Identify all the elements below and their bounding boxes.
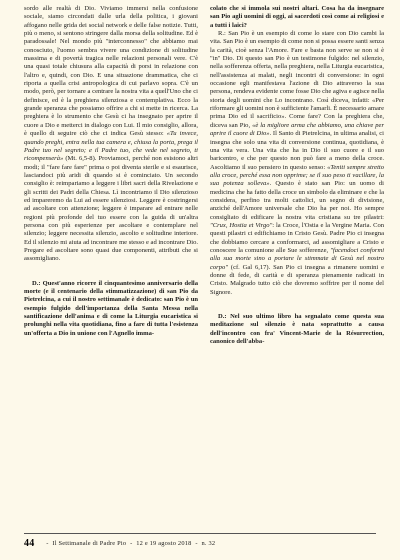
issue-date: 12 e 19 agosto 2018: [136, 540, 192, 547]
quote: «Teniti sempre stretto alla croce, perché essa non opprime; se il suo peso ti vacillare, la sua potenza solleva»: [210, 163, 384, 188]
interview-question: D.: Quest'anno ricorre il cinquantesimo anniversario della morte (e il centenario della stimmatizzazione) di san Pio da Pietrelcina, a cui il nostro settimanale è dedicato: san Pio è un esempio fulgido dell'importanza della Santa Messa nella santificazione dell'anima e di come la Liturgia eucaristica si prolunghi nella vita quotidiana, fino a fare di tutta l'esistenza un'offerta a Dio in unione con l'Agnello imma-: [24, 279, 198, 337]
paragraph: [24, 5, 198, 264]
right-column: [210, 5, 384, 346]
interview-question: D.: Nel suo ultimo libro ha segnalato come questa sua meditazione sul silenzio è nata soprattutto a causa dell'incontro con fra' Vincent-Marie de la Résurrection, canonico dell'abba-: [210, 313, 384, 346]
scripture-quote: «Tu invece, quando preghi, entra nella tua camera e, chiusa la porta, prega il Padre tuo nel segreto; e il Padre tuo, che vede nel segreto, ti ricompenserà»: [24, 130, 198, 163]
interview-question: colato che si immola sui nostri altari. Cosa ha da insegnare san Pio agli uomini di oggi, ai sacerdoti così come ai religiosi e a tutti i laici?: [210, 5, 384, 29]
quote: "facendoci conformi alla sua morte sino a portare le stimmate di Gesù nel nostro corpo": [210, 246, 385, 271]
quote: «è la migliore arma che abbiamo, una chiave per aprire il cuore di Dio»: [210, 121, 384, 138]
article-page: [24, 5, 384, 529]
quote: "Crux, Hostia et Virgo": [210, 221, 273, 229]
left-column: [24, 5, 198, 338]
body-text: (Mt. 6,5-8). Proviamoci, perché non esistono altri modi; il "fare fare fare" prima o poi diventa sterile e si esaurisce, lasciandoci più aridi di quando si è cominciato. Un secondo consiglio è: reimpariamo a leggere i libri sacri della Rivelazione e gli scritti dei Padri della Chiesa. Lì incontriamo il Dio silenzioso ed impareremo da Lui ad essere silenziosi. Leggere è costringersi ad ascoltare con attenzione; leggere è imparare ad entrare nelle regioni più profonde del tuo essere con la guida di un'altra persona con più esperienze per ascoltare e contemplare nel silenzio; leggere necessita silenzio, ascolto e solitudine interiore. Ed il silenzio mi aiuta ad incontrare me stesso e ad incontrare Dio. Pregare ed ascoltare sono quasi due componenti, attributi che si assomigliano.: [24, 155, 198, 263]
page-number: 44: [24, 538, 35, 549]
page-footer: 44 - Il Settimanale di Padre Pio - 12 e 19 agosto 2018 - n. 32: [24, 533, 376, 549]
issue-number: n. 32: [201, 540, 216, 547]
interview-answer: R.: San Pio è un esempio di come lo stare con Dio cambi la vita. San Pio è un esempio di come non si possa essere santi senza la carità, cioè senza l'Amore. Fare e basta non serve se non si è "in" Dio. Di questo san Pio è un testimone fulgido: nel silenzio, nella sofferenza offerta, nella preghiera, nella Liturgia eucaristica, nell'assistenza ai malati, negli incontri di conversione: in ogni occasione egli manifestava l'azione di Dio attraverso la sua persona, rendeva evidente come fosse Dio che agiva e agisce nella storia degli uomini che Lo incontrano. Così diceva, infatti: «Per riformare gli uomini non è sufficiente l'amarli. È necessario amare prima Dio ed il sacrificio». Come fare? Con la preghiera che, diceva san Pio, «è la migliore arma che abbiamo, una chiave per aprire il cuore di Dio». Il Santo di Pietrelcina, in ultima analisi, ci insegna che solo una vita di conversione continua, quotidiana, è una vita vera. Una vita che ha in Dio il suo cuore e il suo baricentro, e che per questo non può fare a meno della croce. Ascoltiamo il suo pensiero in questo senso: «Teniti sempre stretto alla croce, perché essa non opprime; se il suo peso ti vacillare, la sua potenza solleva». Questo è stato san Pio: un uomo di medicina che ha fatto della croce un simbolo da eliminare e che la considera, perfino tra molti cattolici, un segno di divisione, anziché dell'Amore universale che Dio ha per noi. Ho sempre consigliato di edificare la nostra vita cristiana su tre pilastri: "Crux, Hostia et Virgo": la Croce, l'Ostia e la Vergine Maria. Con questi pilastri ci edifichiamo in Cristo Gesù. Padre Pio ci insegna che dobbiamo cercare a conformarci, ad assomigliare a Cristo e conoscere la comunione alle Sue sofferenze, "facendoci conformi alla sua morte sino a portare le stimmate di Gesù nel nostro corpo" (cf. Gal 6,17). San Pio ci insegna a rimanere uomini e donne di fede, di carità e di speranza pienamente radicati in Cristo. Malgrado tutto ciò che dovremo soffrire per il nome del Signore.: [210, 30, 385, 296]
publication-name: Il Settimanale di Padre Pio: [52, 540, 127, 547]
body-text: sordo alle realtà di Dio. Viviamo immersi nella confusione sociale, siamo circondati dalle urla della politica, i giovani affogano nelle grida dei social network e delle false notizie. Tutti, più o meno, si sentono stringere dalla morsa della solitudine. Ed è paradossale! Nel mondo più "interconnesso" che abbiamo mai conosciuto, l'uomo sembra vivere una condizione di solitudine massima e di povertà tragica nelle relazioni personali vere. C'è una quasi totale chiusura alla capacità di porsi in relazione con l'altro e, quindi, con Dio. E una situazione drammatica, che ci riporta a quella crisi antropologica di cui parlavo sopra. C'è un modo, però, per tornare a centrare la nostra vita a quell'Uno che ci definisce, ed è la preghiera silenziosa e contemplativa. Ecco la grande speranza che possiamo offrire a chi si mette in ricerca. La preghiera è lo strumento che Gesù ci ha insegnato per aprire il cuore a Dio e metterci in dialogo con Lui. Il mio consiglio, allora, è quello di seguire ciò che ci indica Gesù stesso:: [24, 5, 198, 138]
